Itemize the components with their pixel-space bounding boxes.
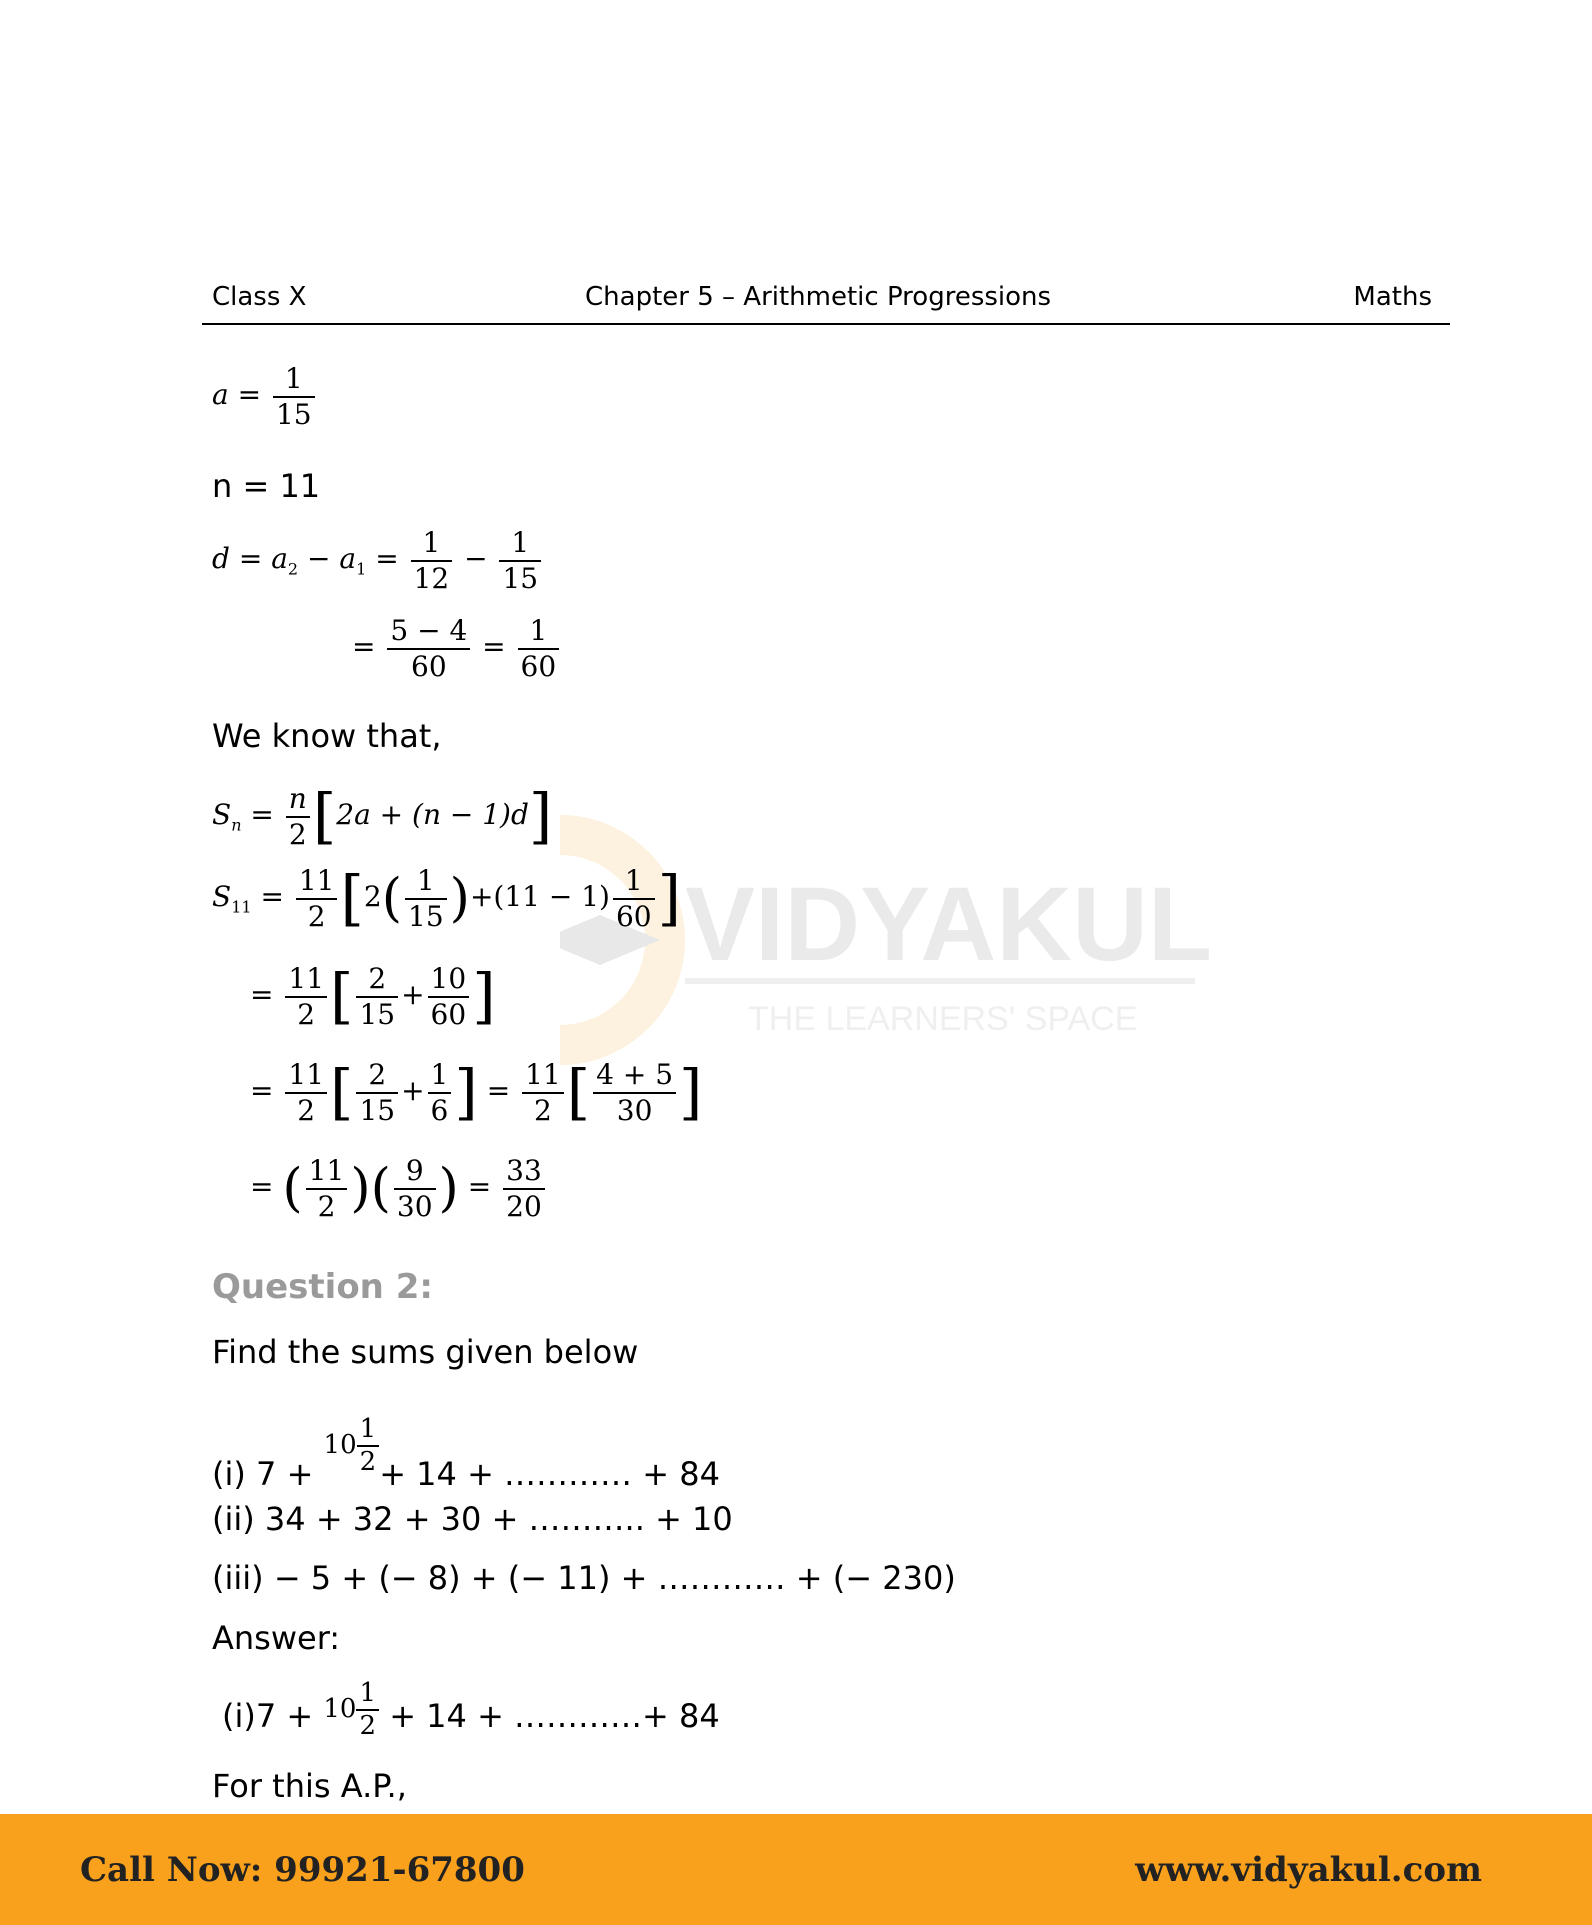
header-class: Class X [212, 282, 307, 312]
text-for-ap: For this A.P., [212, 1767, 407, 1805]
eq-s11-step2: = $\frac{11}{2}$ [ $\frac{2}{15}$ + $\frac{10}{60}$ ] [250, 961, 496, 1032]
question-prompt: Find the sums given below [212, 1333, 639, 1371]
text-we-know: We know that, [212, 717, 442, 755]
question-part-i: (i) 7 + 10 $\frac{1}{2}$ + 14 + ………… + 84 [212, 1414, 720, 1494]
footer-call[interactable]: Call Now: 99921-67800 [80, 1850, 525, 1890]
footer-bar [0, 1814, 1592, 1925]
eq-s11: $S_{11}$ = $\frac{11}{2}$ [2( $\frac{1}{15}$ )+(11 − 1) $\frac{1}{60}$ ] [212, 863, 682, 934]
eq-d: $d = a_2 - a_1$ = $\frac{1}{12}$ − $\frac{1}{15}$ [212, 526, 544, 595]
eq-s11-result: = ( $\frac{11}{2}$ )( $\frac{9}{30}$ ) = $\frac{33}{20}$ [250, 1154, 548, 1223]
watermark-tagline: THE LEARNERS' SPACE [748, 1000, 1138, 1038]
question-part-iii: (iii) − 5 + (− 8) + (− 11) + ………… + (− 230) [212, 1559, 956, 1597]
vidyakul-watermark [560, 790, 1220, 1090]
watermark-brand: VIDYAKUL [685, 866, 1213, 983]
footer-website[interactable]: www.vidyakul.com [1135, 1850, 1482, 1890]
eq-a: a = $\frac{1}{15}$ [212, 362, 318, 431]
header-rule [202, 323, 1450, 325]
answer-part-i: (i)7 + 10 $\frac{1}{2}$ + 14 + …………+ 84 [222, 1678, 720, 1742]
answer-label: Answer: [212, 1619, 341, 1657]
header-subject: Maths [1353, 282, 1432, 312]
question-part-ii: (ii) 34 + 32 + 30 + ……….. + 10 [212, 1500, 733, 1538]
eq-s11-step3: = $\frac{11}{2}$ [ $\frac{2}{15}$ + $\frac{1}{6}$ ] = $\frac{11}{2}$ [ $\frac{4 + 5}{30}$ ] [250, 1057, 703, 1128]
eq-d-simplified: = $\frac{5 - 4}{60}$ = $\frac{1}{60}$ [352, 614, 562, 683]
header-chapter: Chapter 5 – Arithmetic Progressions [585, 282, 1052, 312]
eq-sum-formula: $S_n$ = $\frac{n}{2}$ [2a + (n − 1)d] [212, 781, 553, 852]
question-title: Question 2: [212, 1267, 433, 1307]
eq-n: n = 11 [212, 467, 321, 505]
